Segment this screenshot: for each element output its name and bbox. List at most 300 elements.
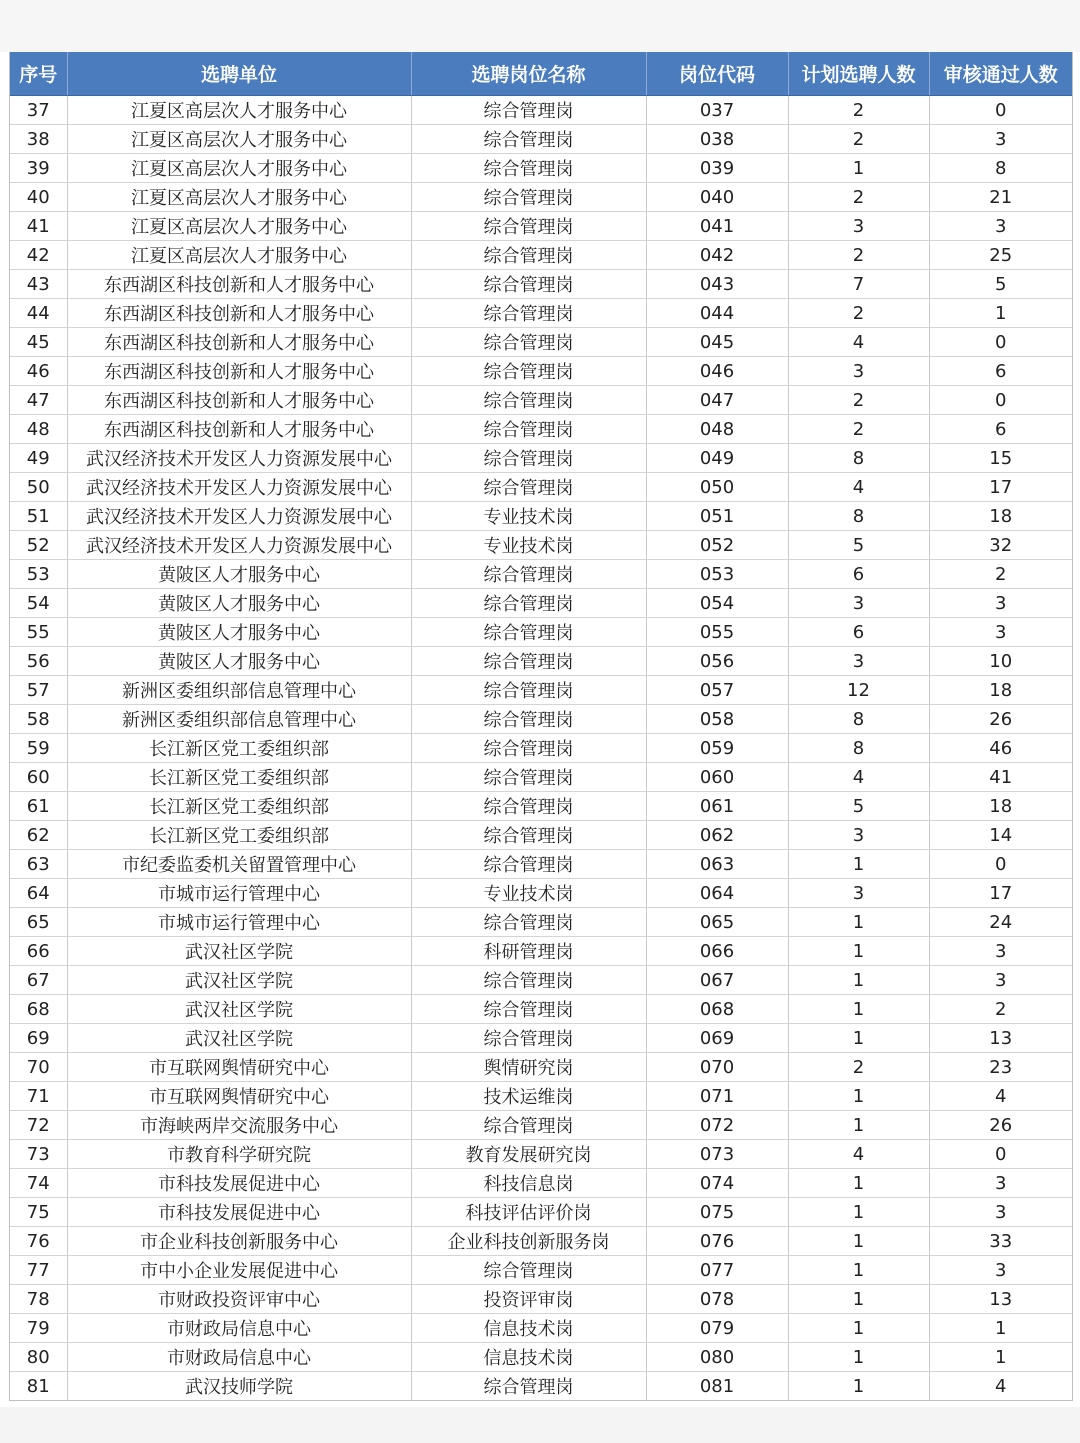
table-row [10, 444, 1072, 473]
cell-position: 综合管理岗 [411, 995, 646, 1024]
cell-approved: 3 [929, 966, 1072, 995]
cell-unit: 江夏区高层次人才服务中心 [67, 154, 411, 183]
cell-code: 050 [646, 473, 788, 502]
table-row [10, 96, 1072, 125]
cell-position: 综合管理岗 [411, 821, 646, 850]
cell-planned: 8 [788, 734, 929, 763]
cell-unit: 长江新区党工委组织部 [67, 821, 411, 850]
table-row [10, 531, 1072, 560]
page-top-margin [0, 0, 1080, 52]
cell-planned: 4 [788, 328, 929, 357]
cell-index: 69 [10, 1024, 67, 1053]
cell-index: 57 [10, 676, 67, 705]
table-row [10, 908, 1072, 937]
cell-index: 79 [10, 1314, 67, 1343]
cell-planned: 1 [788, 1343, 929, 1372]
cell-approved: 3 [929, 618, 1072, 647]
cell-index: 62 [10, 821, 67, 850]
cell-position: 综合管理岗 [411, 1111, 646, 1140]
cell-code: 076 [646, 1227, 788, 1256]
cell-unit: 武汉经济技术开发区人力资源发展中心 [67, 473, 411, 502]
cell-index: 37 [10, 96, 67, 125]
cell-code: 046 [646, 357, 788, 386]
cell-position: 综合管理岗 [411, 96, 646, 125]
table-row [10, 502, 1072, 531]
cell-index: 58 [10, 705, 67, 734]
cell-approved: 18 [929, 792, 1072, 821]
cell-approved: 23 [929, 1053, 1072, 1082]
cell-position: 专业技术岗 [411, 531, 646, 560]
cell-approved: 1 [929, 299, 1072, 328]
cell-unit: 长江新区党工委组织部 [67, 792, 411, 821]
cell-planned: 2 [788, 125, 929, 154]
cell-index: 55 [10, 618, 67, 647]
cell-index: 71 [10, 1082, 67, 1111]
cell-approved: 33 [929, 1227, 1072, 1256]
table-row [10, 357, 1072, 386]
table-row [10, 415, 1072, 444]
cell-index: 59 [10, 734, 67, 763]
table-row [10, 734, 1072, 763]
cell-index: 74 [10, 1169, 67, 1198]
cell-index: 54 [10, 589, 67, 618]
cell-position: 投资评审岗 [411, 1285, 646, 1314]
cell-planned: 5 [788, 531, 929, 560]
cell-position: 综合管理岗 [411, 908, 646, 937]
cell-planned: 1 [788, 1372, 929, 1401]
cell-index: 50 [10, 473, 67, 502]
cell-unit: 市互联网舆情研究中心 [67, 1082, 411, 1111]
cell-index: 72 [10, 1111, 67, 1140]
cell-planned: 5 [788, 792, 929, 821]
table-row [10, 1024, 1072, 1053]
cell-approved: 6 [929, 415, 1072, 444]
cell-code: 067 [646, 966, 788, 995]
table-row [10, 299, 1072, 328]
cell-approved: 18 [929, 502, 1072, 531]
cell-approved: 4 [929, 1082, 1072, 1111]
cell-code: 040 [646, 183, 788, 212]
cell-unit: 武汉经济技术开发区人力资源发展中心 [67, 502, 411, 531]
cell-code: 038 [646, 125, 788, 154]
page-bottom-margin [0, 1407, 1080, 1443]
cell-code: 039 [646, 154, 788, 183]
table-row [10, 328, 1072, 357]
cell-approved: 5 [929, 270, 1072, 299]
table-row [10, 1372, 1072, 1401]
cell-index: 53 [10, 560, 67, 589]
cell-code: 037 [646, 96, 788, 125]
cell-index: 77 [10, 1256, 67, 1285]
cell-approved: 3 [929, 125, 1072, 154]
cell-approved: 46 [929, 734, 1072, 763]
cell-index: 66 [10, 937, 67, 966]
cell-code: 060 [646, 763, 788, 792]
cell-code: 073 [646, 1140, 788, 1169]
cell-code: 056 [646, 647, 788, 676]
cell-unit: 黄陂区人才服务中心 [67, 647, 411, 676]
cell-approved: 3 [929, 212, 1072, 241]
cell-approved: 25 [929, 241, 1072, 270]
cell-code: 049 [646, 444, 788, 473]
cell-unit: 武汉社区学院 [67, 937, 411, 966]
table-row [10, 241, 1072, 270]
cell-planned: 2 [788, 183, 929, 212]
cell-planned: 3 [788, 357, 929, 386]
cell-unit: 武汉经济技术开发区人力资源发展中心 [67, 444, 411, 473]
cell-approved: 14 [929, 821, 1072, 850]
table-row [10, 1082, 1072, 1111]
cell-unit: 市中小企业发展促进中心 [67, 1256, 411, 1285]
table-row [10, 212, 1072, 241]
cell-planned: 7 [788, 270, 929, 299]
cell-planned: 3 [788, 821, 929, 850]
cell-position: 综合管理岗 [411, 154, 646, 183]
cell-code: 061 [646, 792, 788, 821]
cell-planned: 4 [788, 473, 929, 502]
table-row [10, 1256, 1072, 1285]
cell-planned: 3 [788, 879, 929, 908]
header-code: 岗位代码 [646, 52, 788, 96]
table-row [10, 386, 1072, 415]
header-position: 选聘岗位名称 [411, 52, 646, 96]
cell-approved: 24 [929, 908, 1072, 937]
cell-position: 技术运维岗 [411, 1082, 646, 1111]
cell-unit: 市财政投资评审中心 [67, 1285, 411, 1314]
cell-code: 041 [646, 212, 788, 241]
recruitment-table [10, 52, 1072, 1401]
cell-index: 67 [10, 966, 67, 995]
table-row [10, 1343, 1072, 1372]
cell-position: 综合管理岗 [411, 676, 646, 705]
cell-index: 63 [10, 850, 67, 879]
cell-approved: 0 [929, 328, 1072, 357]
cell-code: 072 [646, 1111, 788, 1140]
cell-position: 综合管理岗 [411, 705, 646, 734]
cell-index: 46 [10, 357, 67, 386]
cell-index: 75 [10, 1198, 67, 1227]
cell-planned: 1 [788, 154, 929, 183]
cell-planned: 1 [788, 937, 929, 966]
cell-planned: 8 [788, 705, 929, 734]
cell-position: 综合管理岗 [411, 212, 646, 241]
cell-index: 68 [10, 995, 67, 1024]
cell-approved: 2 [929, 560, 1072, 589]
cell-approved: 3 [929, 589, 1072, 618]
cell-unit: 武汉经济技术开发区人力资源发展中心 [67, 531, 411, 560]
cell-code: 057 [646, 676, 788, 705]
cell-position: 综合管理岗 [411, 357, 646, 386]
cell-approved: 18 [929, 676, 1072, 705]
cell-approved: 26 [929, 705, 1072, 734]
cell-planned: 1 [788, 1285, 929, 1314]
cell-index: 76 [10, 1227, 67, 1256]
cell-index: 44 [10, 299, 67, 328]
cell-planned: 1 [788, 1024, 929, 1053]
header-unit: 选聘单位 [67, 52, 411, 96]
cell-unit: 江夏区高层次人才服务中心 [67, 183, 411, 212]
cell-approved: 1 [929, 1343, 1072, 1372]
cell-planned: 2 [788, 386, 929, 415]
cell-unit: 江夏区高层次人才服务中心 [67, 241, 411, 270]
cell-position: 综合管理岗 [411, 328, 646, 357]
cell-approved: 0 [929, 386, 1072, 415]
header-planned: 计划选聘人数 [788, 52, 929, 96]
cell-position: 综合管理岗 [411, 1024, 646, 1053]
table-row [10, 1314, 1072, 1343]
cell-unit: 长江新区党工委组织部 [67, 763, 411, 792]
cell-planned: 1 [788, 995, 929, 1024]
cell-planned: 1 [788, 1082, 929, 1111]
cell-planned: 8 [788, 502, 929, 531]
cell-code: 058 [646, 705, 788, 734]
cell-code: 070 [646, 1053, 788, 1082]
cell-code: 045 [646, 328, 788, 357]
table-row [10, 792, 1072, 821]
cell-unit: 新洲区委组织部信息管理中心 [67, 676, 411, 705]
cell-approved: 0 [929, 850, 1072, 879]
cell-code: 051 [646, 502, 788, 531]
cell-position: 科技信息岗 [411, 1169, 646, 1198]
cell-position: 科技评估评价岗 [411, 1198, 646, 1227]
header-index: 序号 [10, 52, 67, 96]
cell-approved: 6 [929, 357, 1072, 386]
cell-planned: 2 [788, 299, 929, 328]
cell-approved: 2 [929, 995, 1072, 1024]
cell-index: 41 [10, 212, 67, 241]
cell-unit: 市城市运行管理中心 [67, 908, 411, 937]
cell-code: 052 [646, 531, 788, 560]
table-row [10, 183, 1072, 212]
cell-position: 综合管理岗 [411, 299, 646, 328]
cell-position: 综合管理岗 [411, 850, 646, 879]
cell-approved: 0 [929, 1140, 1072, 1169]
cell-position: 科研管理岗 [411, 937, 646, 966]
table-row [10, 1227, 1072, 1256]
cell-index: 60 [10, 763, 67, 792]
table-row [10, 705, 1072, 734]
cell-planned: 1 [788, 1314, 929, 1343]
cell-code: 079 [646, 1314, 788, 1343]
cell-position: 综合管理岗 [411, 415, 646, 444]
cell-approved: 3 [929, 937, 1072, 966]
cell-code: 059 [646, 734, 788, 763]
table-row [10, 676, 1072, 705]
cell-unit: 东西湖区科技创新和人才服务中心 [67, 328, 411, 357]
cell-index: 65 [10, 908, 67, 937]
cell-planned: 1 [788, 1198, 929, 1227]
cell-position: 综合管理岗 [411, 589, 646, 618]
table-row [10, 589, 1072, 618]
cell-position: 综合管理岗 [411, 444, 646, 473]
cell-position: 综合管理岗 [411, 734, 646, 763]
cell-code: 066 [646, 937, 788, 966]
cell-index: 51 [10, 502, 67, 531]
cell-unit: 江夏区高层次人才服务中心 [67, 212, 411, 241]
cell-unit: 武汉社区学院 [67, 995, 411, 1024]
cell-planned: 6 [788, 618, 929, 647]
cell-index: 80 [10, 1343, 67, 1372]
cell-approved: 13 [929, 1024, 1072, 1053]
table-row [10, 1169, 1072, 1198]
table-row [10, 966, 1072, 995]
cell-index: 73 [10, 1140, 67, 1169]
cell-unit: 市科技发展促进中心 [67, 1198, 411, 1227]
cell-code: 065 [646, 908, 788, 937]
cell-code: 081 [646, 1372, 788, 1401]
table-row [10, 270, 1072, 299]
cell-unit: 东西湖区科技创新和人才服务中心 [67, 299, 411, 328]
cell-code: 043 [646, 270, 788, 299]
cell-position: 综合管理岗 [411, 241, 646, 270]
cell-position: 信息技术岗 [411, 1343, 646, 1372]
cell-code: 064 [646, 879, 788, 908]
cell-position: 专业技术岗 [411, 879, 646, 908]
cell-unit: 市教育科学研究院 [67, 1140, 411, 1169]
header-approved: 审核通过人数 [929, 52, 1072, 96]
table-row [10, 1111, 1072, 1140]
cell-unit: 新洲区委组织部信息管理中心 [67, 705, 411, 734]
cell-planned: 3 [788, 589, 929, 618]
cell-index: 56 [10, 647, 67, 676]
cell-unit: 市财政局信息中心 [67, 1314, 411, 1343]
table-row [10, 154, 1072, 183]
cell-unit: 市企业科技创新服务中心 [67, 1227, 411, 1256]
cell-planned: 2 [788, 415, 929, 444]
cell-position: 综合管理岗 [411, 473, 646, 502]
cell-unit: 江夏区高层次人才服务中心 [67, 96, 411, 125]
cell-code: 074 [646, 1169, 788, 1198]
cell-unit: 黄陂区人才服务中心 [67, 589, 411, 618]
cell-code: 077 [646, 1256, 788, 1285]
cell-index: 70 [10, 1053, 67, 1082]
table-row [10, 763, 1072, 792]
cell-unit: 东西湖区科技创新和人才服务中心 [67, 357, 411, 386]
cell-approved: 4 [929, 1372, 1072, 1401]
cell-planned: 1 [788, 1169, 929, 1198]
cell-unit: 武汉社区学院 [67, 966, 411, 995]
cell-unit: 市互联网舆情研究中心 [67, 1053, 411, 1082]
cell-code: 048 [646, 415, 788, 444]
cell-code: 062 [646, 821, 788, 850]
cell-index: 61 [10, 792, 67, 821]
cell-index: 52 [10, 531, 67, 560]
cell-index: 42 [10, 241, 67, 270]
cell-approved: 41 [929, 763, 1072, 792]
table-row [10, 125, 1072, 154]
cell-position: 综合管理岗 [411, 125, 646, 154]
cell-unit: 市财政局信息中心 [67, 1343, 411, 1372]
cell-approved: 17 [929, 879, 1072, 908]
cell-code: 047 [646, 386, 788, 415]
table-row [10, 560, 1072, 589]
cell-code: 068 [646, 995, 788, 1024]
table-header-row [10, 52, 1072, 96]
cell-approved: 8 [929, 154, 1072, 183]
cell-approved: 3 [929, 1169, 1072, 1198]
table-row [10, 1140, 1072, 1169]
cell-planned: 2 [788, 241, 929, 270]
cell-position: 舆情研究岗 [411, 1053, 646, 1082]
cell-unit: 黄陂区人才服务中心 [67, 560, 411, 589]
table-row [10, 647, 1072, 676]
cell-position: 综合管理岗 [411, 1256, 646, 1285]
cell-code: 044 [646, 299, 788, 328]
cell-index: 40 [10, 183, 67, 212]
cell-position: 综合管理岗 [411, 618, 646, 647]
cell-unit: 市海峡两岸交流服务中心 [67, 1111, 411, 1140]
cell-code: 078 [646, 1285, 788, 1314]
cell-unit: 市城市运行管理中心 [67, 879, 411, 908]
table-row [10, 1198, 1072, 1227]
cell-code: 053 [646, 560, 788, 589]
cell-planned: 1 [788, 908, 929, 937]
cell-position: 教育发展研究岗 [411, 1140, 646, 1169]
cell-approved: 15 [929, 444, 1072, 473]
cell-planned: 6 [788, 560, 929, 589]
table-row [10, 1053, 1072, 1082]
cell-approved: 3 [929, 1256, 1072, 1285]
cell-approved: 32 [929, 531, 1072, 560]
cell-unit: 东西湖区科技创新和人才服务中心 [67, 415, 411, 444]
cell-planned: 3 [788, 647, 929, 676]
cell-code: 055 [646, 618, 788, 647]
cell-unit: 武汉技师学院 [67, 1372, 411, 1401]
cell-position: 综合管理岗 [411, 386, 646, 415]
table-row [10, 821, 1072, 850]
cell-index: 78 [10, 1285, 67, 1314]
cell-position: 综合管理岗 [411, 560, 646, 589]
table-row [10, 618, 1072, 647]
cell-position: 综合管理岗 [411, 1372, 646, 1401]
cell-unit: 市科技发展促进中心 [67, 1169, 411, 1198]
cell-planned: 1 [788, 1256, 929, 1285]
cell-position: 企业科技创新服务岗 [411, 1227, 646, 1256]
cell-unit: 黄陂区人才服务中心 [67, 618, 411, 647]
table-row [10, 850, 1072, 879]
cell-approved: 26 [929, 1111, 1072, 1140]
cell-unit: 东西湖区科技创新和人才服务中心 [67, 386, 411, 415]
cell-index: 45 [10, 328, 67, 357]
cell-code: 063 [646, 850, 788, 879]
cell-position: 综合管理岗 [411, 966, 646, 995]
cell-approved: 21 [929, 183, 1072, 212]
cell-unit: 市纪委监委机关留置管理中心 [67, 850, 411, 879]
cell-position: 综合管理岗 [411, 183, 646, 212]
cell-position: 综合管理岗 [411, 270, 646, 299]
recruitment-table-sheet [9, 52, 1073, 1401]
cell-code: 042 [646, 241, 788, 270]
table-row [10, 937, 1072, 966]
cell-planned: 1 [788, 1227, 929, 1256]
table-row [10, 473, 1072, 502]
table-row [10, 995, 1072, 1024]
cell-planned: 3 [788, 212, 929, 241]
table-row [10, 879, 1072, 908]
cell-approved: 17 [929, 473, 1072, 502]
cell-unit: 长江新区党工委组织部 [67, 734, 411, 763]
cell-position: 信息技术岗 [411, 1314, 646, 1343]
table-row [10, 1285, 1072, 1314]
cell-planned: 8 [788, 444, 929, 473]
cell-code: 069 [646, 1024, 788, 1053]
cell-position: 综合管理岗 [411, 763, 646, 792]
cell-position: 专业技术岗 [411, 502, 646, 531]
cell-index: 81 [10, 1372, 67, 1401]
table-body [10, 96, 1072, 1401]
cell-index: 39 [10, 154, 67, 183]
cell-planned: 1 [788, 1111, 929, 1140]
